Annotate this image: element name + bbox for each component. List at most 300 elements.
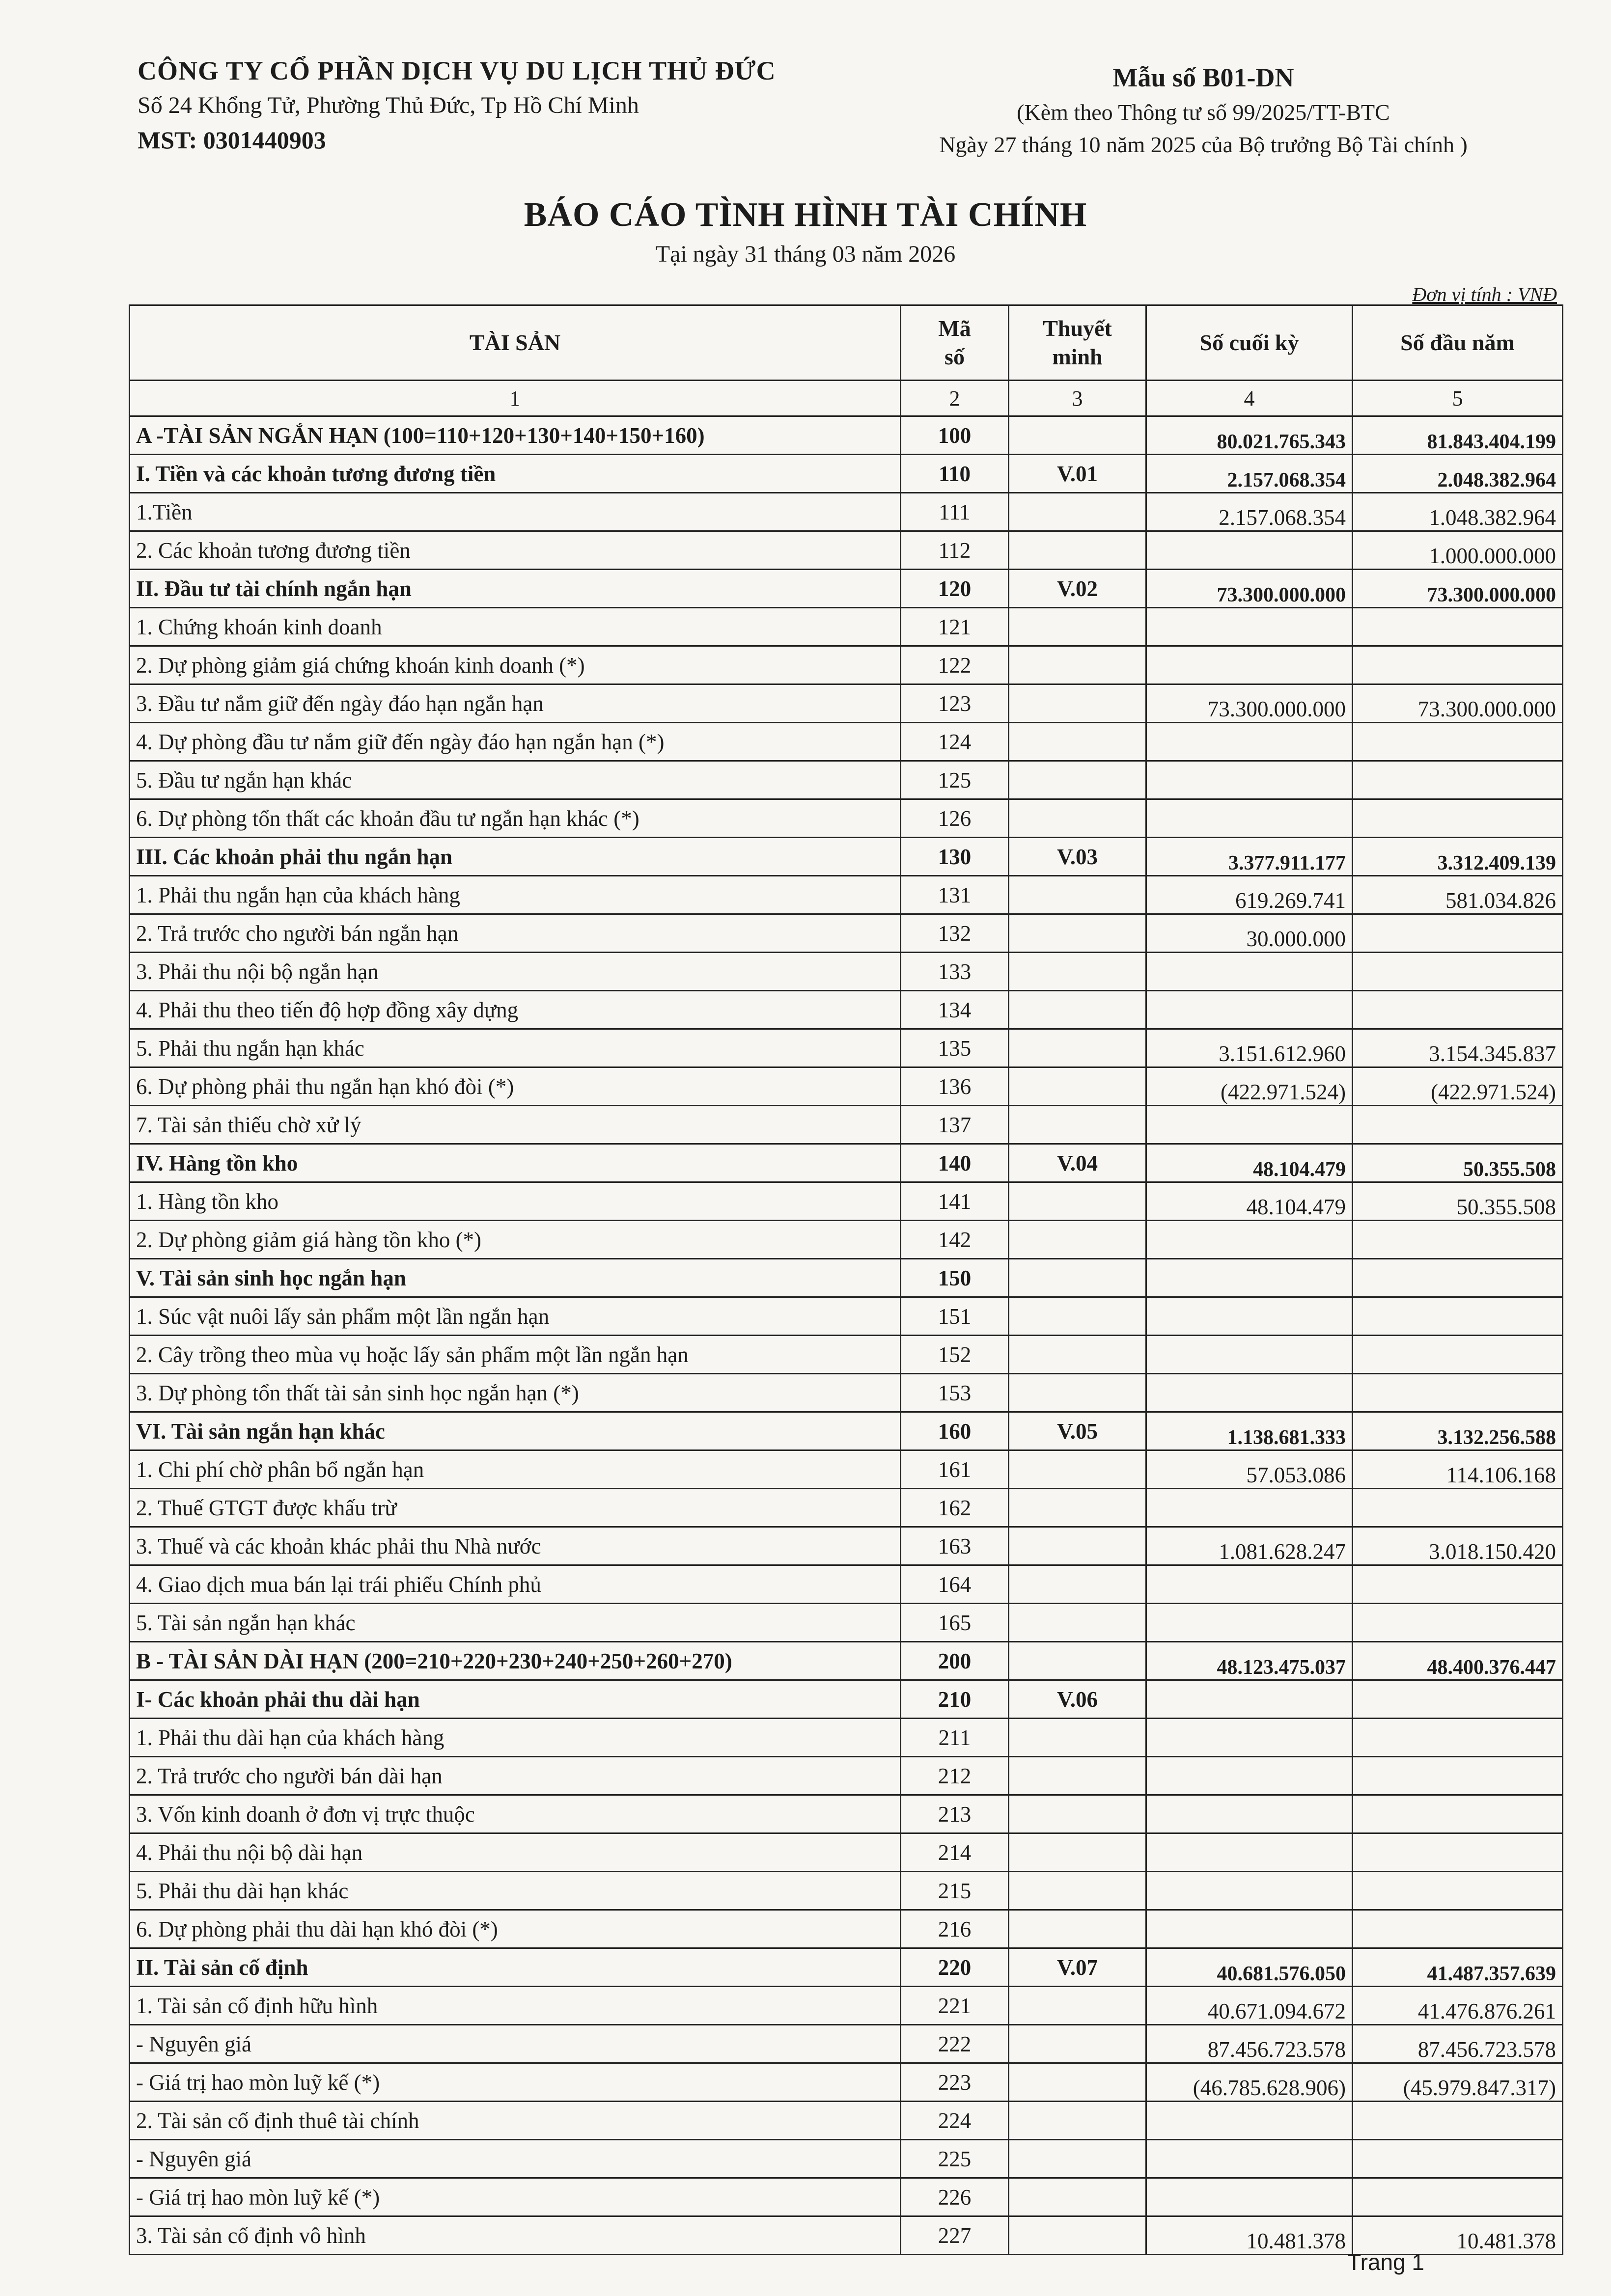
col-header-end-period: Số cuối kỳ [1146, 305, 1353, 381]
row-begin-year-value [1353, 2140, 1563, 2178]
row-begin-year-value [1353, 799, 1563, 838]
row-end-period-value [1146, 1719, 1353, 1757]
row-item-name: 3. Tài sản cố định vô hình [130, 2216, 901, 2255]
row-begin-year-value: 3.018.150.420 [1353, 1527, 1563, 1565]
row-begin-year-value [1353, 1680, 1563, 1719]
col-header-note-line1: Thuyết [1043, 316, 1112, 341]
row-end-period-value [1146, 1565, 1353, 1604]
row-item-code: 100 [901, 416, 1009, 455]
table-row [130, 1221, 1563, 1259]
row-end-period-value: 2.157.068.354 [1146, 455, 1353, 493]
col-number-5: 5 [1353, 381, 1563, 416]
row-item-code: 151 [901, 1297, 1009, 1336]
row-item-code: 153 [901, 1374, 1009, 1412]
row-begin-year-value: 81.843.404.199 [1353, 416, 1563, 455]
report-title: BÁO CÁO TÌNH HÌNH TÀI CHÍNH [524, 196, 1087, 234]
row-end-period-value: 48.104.479 [1146, 1182, 1353, 1221]
row-end-period-value: 1.081.628.247 [1146, 1527, 1353, 1565]
row-item-note: V.07 [1009, 1948, 1146, 1987]
row-item-name: 4. Giao dịch mua bán lại trái phiếu Chính phủ [130, 1565, 901, 1604]
col-header-code-line1: Mã [938, 316, 971, 341]
row-item-name: II. Đầu tư tài chính ngắn hạn [130, 570, 901, 608]
row-item-code: 224 [901, 2102, 1009, 2140]
row-item-code: 200 [901, 1642, 1009, 1680]
row-item-note [1009, 2063, 1146, 2102]
row-end-period-value [1146, 1336, 1353, 1374]
row-item-name: 3. Thuế và các khoản khác phải thu Nhà nước [130, 1527, 901, 1565]
row-begin-year-value: 3.154.345.837 [1353, 1029, 1563, 1067]
row-item-note [1009, 953, 1146, 991]
table-row [130, 953, 1563, 991]
form-code: Mẫu số B01-DN [1112, 63, 1294, 92]
table-row [130, 723, 1563, 761]
row-item-note [1009, 608, 1146, 646]
table-row [130, 799, 1563, 838]
row-item-code: 160 [901, 1412, 1009, 1450]
row-item-note: V.04 [1009, 1144, 1146, 1182]
row-begin-year-value [1353, 761, 1563, 799]
row-item-note [1009, 1642, 1146, 1680]
row-begin-year-value [1353, 608, 1563, 646]
row-item-code: 211 [901, 1719, 1009, 1757]
row-end-period-value [1146, 1604, 1353, 1642]
row-item-note [1009, 1757, 1146, 1795]
row-item-name: 1. Hàng tồn kho [130, 1182, 901, 1221]
row-end-period-value [1146, 2102, 1353, 2140]
row-item-name: I. Tiền và các khoản tương đương tiền [130, 455, 901, 493]
table-row [130, 1910, 1563, 1948]
tax-code: MST: 0301440903 [138, 126, 326, 154]
table-row [130, 493, 1563, 531]
row-item-name: 3. Phải thu nội bộ ngắn hạn [130, 953, 901, 991]
row-item-note [1009, 1067, 1146, 1106]
row-end-period-value [1146, 761, 1353, 799]
table-row [130, 1182, 1563, 1221]
row-item-code: 142 [901, 1221, 1009, 1259]
row-end-period-value [1146, 1680, 1353, 1719]
row-item-name: 1. Phải thu ngắn hạn của khách hàng [130, 876, 901, 914]
row-item-note [1009, 531, 1146, 570]
row-begin-year-value [1353, 1604, 1563, 1642]
row-end-period-value: (422.971.524) [1146, 1067, 1353, 1106]
row-item-name: 2. Thuế GTGT được khấu trừ [130, 1489, 901, 1527]
row-begin-year-value [1353, 914, 1563, 953]
table-row [130, 455, 1563, 493]
row-item-code: 132 [901, 914, 1009, 953]
row-item-note [1009, 914, 1146, 953]
row-item-name: - Nguyên giá [130, 2025, 901, 2063]
row-item-name: 2. Cây trồng theo mùa vụ hoặc lấy sản phẩm một lần ngắn hạn [130, 1336, 901, 1374]
col-number-1: 1 [130, 381, 901, 416]
row-end-period-value [1146, 991, 1353, 1029]
table-row [130, 1872, 1563, 1910]
row-item-note [1009, 761, 1146, 799]
row-end-period-value [1146, 1297, 1353, 1336]
row-begin-year-value: 41.476.876.261 [1353, 1987, 1563, 2025]
row-item-note [1009, 2216, 1146, 2255]
row-item-name: 5. Phải thu ngắn hạn khác [130, 1029, 901, 1067]
row-item-note [1009, 1029, 1146, 1067]
row-end-period-value [1146, 2178, 1353, 2216]
table-row [130, 991, 1563, 1029]
row-item-name: 4. Phải thu nội bộ dài hạn [130, 1833, 901, 1872]
table-row [130, 1527, 1563, 1565]
col-header-code-line2: số [944, 344, 965, 369]
row-item-code: 223 [901, 2063, 1009, 2102]
row-item-code: 164 [901, 1565, 1009, 1604]
row-item-note [1009, 2102, 1146, 2140]
row-item-name: 5. Đầu tư ngắn hạn khác [130, 761, 901, 799]
row-begin-year-value: (422.971.524) [1353, 1067, 1563, 1106]
table-row [130, 838, 1563, 876]
row-begin-year-value: 2.048.382.964 [1353, 455, 1563, 493]
table-row [130, 1604, 1563, 1642]
row-item-note [1009, 991, 1146, 1029]
row-item-name: 6. Dự phòng tổn thất các khoản đầu tư ngắn hạn khác (*) [130, 799, 901, 838]
row-item-name: V. Tài sản sinh học ngắn hạn [130, 1259, 901, 1297]
row-begin-year-value: 3.132.256.588 [1353, 1412, 1563, 1450]
table-row [130, 1374, 1563, 1412]
row-item-note [1009, 1221, 1146, 1259]
row-end-period-value: 87.456.723.578 [1146, 2025, 1353, 2063]
row-begin-year-value [1353, 991, 1563, 1029]
row-end-period-value: 30.000.000 [1146, 914, 1353, 953]
row-end-period-value: 40.681.576.050 [1146, 1948, 1353, 1987]
row-item-code: 125 [901, 761, 1009, 799]
row-item-code: 126 [901, 799, 1009, 838]
table-row [130, 914, 1563, 953]
row-item-name: 4. Phải thu theo tiến độ hợp đồng xây dựng [130, 991, 901, 1029]
row-item-code: 212 [901, 1757, 1009, 1795]
row-item-code: 161 [901, 1450, 1009, 1489]
row-item-name: 4. Dự phòng đầu tư nắm giữ đến ngày đáo hạn ngắn hạn (*) [130, 723, 901, 761]
row-item-code: 110 [901, 455, 1009, 493]
table-row [130, 2178, 1563, 2216]
row-item-code: 222 [901, 2025, 1009, 2063]
row-item-code: 112 [901, 531, 1009, 570]
row-end-period-value: 1.138.681.333 [1146, 1412, 1353, 1450]
report-date: Tại ngày 31 tháng 03 năm 2026 [655, 241, 956, 267]
row-item-note [1009, 1795, 1146, 1833]
row-item-note [1009, 723, 1146, 761]
row-begin-year-value: 50.355.508 [1353, 1182, 1563, 1221]
table-body [130, 416, 1563, 2255]
table-row [130, 1565, 1563, 1604]
row-end-period-value [1146, 723, 1353, 761]
row-item-name: 6. Dự phòng phải thu dài hạn khó đòi (*) [130, 1910, 901, 1948]
row-item-code: 216 [901, 1910, 1009, 1948]
row-item-name: III. Các khoản phải thu ngắn hạn [130, 838, 901, 876]
form-ref-line1: (Kèm theo Thông tư số 99/2025/TT-BTC [1017, 100, 1390, 125]
row-item-name: 3. Đầu tư nắm giữ đến ngày đáo hạn ngắn hạn [130, 684, 901, 723]
row-begin-year-value [1353, 2178, 1563, 2216]
table-row [130, 876, 1563, 914]
row-item-name: 2. Các khoản tương đương tiền [130, 531, 901, 570]
row-item-name: II. Tài sản cố định [130, 1948, 901, 1987]
row-item-note [1009, 1259, 1146, 1297]
company-block [138, 53, 874, 157]
row-item-note [1009, 1833, 1146, 1872]
row-end-period-value [1146, 1374, 1353, 1412]
table-row [130, 2063, 1563, 2102]
row-item-code: 214 [901, 1833, 1009, 1872]
row-item-note [1009, 646, 1146, 684]
row-item-name: I- Các khoản phải thu dài hạn [130, 1680, 901, 1719]
col-header-assets: TÀI SẢN [130, 305, 901, 381]
row-begin-year-value [1353, 1719, 1563, 1757]
row-end-period-value [1146, 2140, 1353, 2178]
table-row [130, 1987, 1563, 2025]
row-item-name: 2. Tài sản cố định thuê tài chính [130, 2102, 901, 2140]
table-row [130, 684, 1563, 723]
row-item-name: 1. Chi phí chờ phân bổ ngắn hạn [130, 1450, 901, 1489]
table-row [130, 1795, 1563, 1833]
row-begin-year-value: 41.487.357.639 [1353, 1948, 1563, 1987]
form-ref-line2: Ngày 27 tháng 10 năm 2025 của Bộ trưởng Bộ Tài chính ) [939, 132, 1468, 157]
row-item-note: V.06 [1009, 1680, 1146, 1719]
table-row [130, 1067, 1563, 1106]
row-item-code: 137 [901, 1106, 1009, 1144]
row-item-code: 121 [901, 608, 1009, 646]
row-item-code: 131 [901, 876, 1009, 914]
row-item-name: - Giá trị hao mòn luỹ kế (*) [130, 2178, 901, 2216]
row-item-note [1009, 1450, 1146, 1489]
company-name: CÔNG TY CỔ PHẦN DỊCH VỤ DU LỊCH THỦ ĐỨC [138, 56, 776, 85]
row-end-period-value [1146, 1872, 1353, 1910]
col-header-begin-year: Số đầu năm [1353, 305, 1563, 381]
table-row [130, 608, 1563, 646]
row-item-code: 213 [901, 1795, 1009, 1833]
col-header-note-line2: minh [1052, 344, 1103, 369]
row-item-name: IV. Hàng tồn kho [130, 1144, 901, 1182]
row-item-name: - Nguyên giá [130, 2140, 901, 2178]
row-item-name: - Giá trị hao mòn luỹ kế (*) [130, 2063, 901, 2102]
table-row [130, 1106, 1563, 1144]
row-end-period-value [1146, 1489, 1353, 1527]
row-end-period-value [1146, 1757, 1353, 1795]
row-begin-year-value [1353, 1336, 1563, 1374]
row-item-note: V.01 [1009, 455, 1146, 493]
row-begin-year-value [1353, 1374, 1563, 1412]
col-header-note [1009, 305, 1146, 381]
row-item-name: 1. Súc vật nuôi lấy sản phẩm một lần ngắn hạn [130, 1297, 901, 1336]
row-item-name: 3. Vốn kinh doanh ở đơn vị trực thuộc [130, 1795, 901, 1833]
row-begin-year-value [1353, 1489, 1563, 1527]
row-item-name: 7. Tài sản thiếu chờ xử lý [130, 1106, 901, 1144]
row-item-note [1009, 2178, 1146, 2216]
row-begin-year-value: 73.300.000.000 [1353, 570, 1563, 608]
table-row [130, 1450, 1563, 1489]
row-begin-year-value [1353, 646, 1563, 684]
row-item-name: 2. Dự phòng giảm giá hàng tồn kho (*) [130, 1221, 901, 1259]
row-end-period-value: (46.785.628.906) [1146, 2063, 1353, 2102]
row-begin-year-value: 87.456.723.578 [1353, 2025, 1563, 2063]
row-item-note [1009, 1719, 1146, 1757]
row-item-code: 124 [901, 723, 1009, 761]
row-begin-year-value: 10.481.378 [1353, 2216, 1563, 2255]
row-begin-year-value [1353, 723, 1563, 761]
row-end-period-value [1146, 1833, 1353, 1872]
row-item-note [1009, 1106, 1146, 1144]
row-end-period-value [1146, 646, 1353, 684]
form-reference-block [884, 59, 1523, 161]
row-item-note [1009, 1489, 1146, 1527]
row-item-note [1009, 1527, 1146, 1565]
row-begin-year-value: 1.000.000.000 [1353, 531, 1563, 570]
row-item-name: 1. Chứng khoán kinh doanh [130, 608, 901, 646]
row-end-period-value: 48.104.479 [1146, 1144, 1353, 1182]
row-begin-year-value [1353, 1565, 1563, 1604]
row-item-code: 162 [901, 1489, 1009, 1527]
row-begin-year-value [1353, 1872, 1563, 1910]
row-item-code: 210 [901, 1680, 1009, 1719]
row-begin-year-value [1353, 1757, 1563, 1795]
row-begin-year-value: (45.979.847.317) [1353, 2063, 1563, 2102]
row-begin-year-value [1353, 1106, 1563, 1144]
row-item-code: 163 [901, 1527, 1009, 1565]
row-end-period-value [1146, 1221, 1353, 1259]
row-item-code: 165 [901, 1604, 1009, 1642]
row-item-name: 6. Dự phòng phải thu ngắn hạn khó đòi (*) [130, 1067, 901, 1106]
table-row [130, 1833, 1563, 1872]
row-begin-year-value [1353, 1297, 1563, 1336]
row-item-name: 1.Tiền [130, 493, 901, 531]
row-item-name: 2. Dự phòng giảm giá chứng khoán kinh doanh (*) [130, 646, 901, 684]
table-row [130, 1948, 1563, 1987]
table-row [130, 761, 1563, 799]
row-item-code: 225 [901, 2140, 1009, 2178]
row-item-note [1009, 1182, 1146, 1221]
row-item-note [1009, 1565, 1146, 1604]
row-item-code: 141 [901, 1182, 1009, 1221]
row-item-code: 122 [901, 646, 1009, 684]
table-row [130, 1757, 1563, 1795]
row-item-code: 130 [901, 838, 1009, 876]
col-header-code [901, 305, 1009, 381]
row-item-code: 123 [901, 684, 1009, 723]
company-address: Số 24 Khổng Tử, Phường Thủ Đức, Tp Hồ Chí Minh [138, 92, 639, 118]
row-begin-year-value: 73.300.000.000 [1353, 684, 1563, 723]
row-end-period-value: 48.123.475.037 [1146, 1642, 1353, 1680]
row-item-note [1009, 1297, 1146, 1336]
row-item-note [1009, 2025, 1146, 2063]
row-end-period-value [1146, 531, 1353, 570]
table-row [130, 416, 1563, 455]
row-item-code: 136 [901, 1067, 1009, 1106]
row-end-period-value: 3.377.911.177 [1146, 838, 1353, 876]
row-item-name: VI. Tài sản ngắn hạn khác [130, 1412, 901, 1450]
row-item-note [1009, 493, 1146, 531]
col-number-4: 4 [1146, 381, 1353, 416]
row-item-name: 5. Tài sản ngắn hạn khác [130, 1604, 901, 1642]
table-row [130, 570, 1563, 608]
row-end-period-value: 619.269.741 [1146, 876, 1353, 914]
table-row [130, 1336, 1563, 1374]
table-row [130, 2102, 1563, 2140]
row-end-period-value [1146, 1795, 1353, 1833]
row-item-note [1009, 1987, 1146, 2025]
row-end-period-value [1146, 1259, 1353, 1297]
row-item-code: 140 [901, 1144, 1009, 1182]
row-item-code: 134 [901, 991, 1009, 1029]
row-item-note: V.02 [1009, 570, 1146, 608]
row-end-period-value [1146, 1106, 1353, 1144]
table-row [130, 1489, 1563, 1527]
table-row [130, 646, 1563, 684]
row-item-note [1009, 1374, 1146, 1412]
row-item-code: 215 [901, 1872, 1009, 1910]
row-begin-year-value [1353, 1259, 1563, 1297]
row-begin-year-value: 3.312.409.139 [1353, 838, 1563, 876]
table-row [130, 1719, 1563, 1757]
row-begin-year-value [1353, 2102, 1563, 2140]
table-row [130, 1297, 1563, 1336]
row-end-period-value [1146, 1910, 1353, 1948]
row-begin-year-value: 581.034.826 [1353, 876, 1563, 914]
row-end-period-value [1146, 799, 1353, 838]
row-item-code: 133 [901, 953, 1009, 991]
balance-sheet-table [129, 304, 1563, 2255]
table-row [130, 1144, 1563, 1182]
row-begin-year-value [1353, 1833, 1563, 1872]
column-number-row [130, 381, 1563, 416]
table-row [130, 2025, 1563, 2063]
row-item-note [1009, 799, 1146, 838]
row-end-period-value: 3.151.612.960 [1146, 1029, 1353, 1067]
row-item-note [1009, 684, 1146, 723]
row-begin-year-value [1353, 1795, 1563, 1833]
row-item-name: 2. Trả trước cho người bán dài hạn [130, 1757, 901, 1795]
row-end-period-value: 73.300.000.000 [1146, 570, 1353, 608]
row-begin-year-value: 48.400.376.447 [1353, 1642, 1563, 1680]
row-item-code: 150 [901, 1259, 1009, 1297]
row-begin-year-value: 1.048.382.964 [1353, 493, 1563, 531]
row-item-code: 152 [901, 1336, 1009, 1374]
row-item-name: B - TÀI SẢN DÀI HẠN (200=210+220+230+240+250+260+270) [130, 1642, 901, 1680]
col-number-3: 3 [1009, 381, 1146, 416]
row-item-name: 5. Phải thu dài hạn khác [130, 1872, 901, 1910]
col-number-2: 2 [901, 381, 1009, 416]
row-item-code: 135 [901, 1029, 1009, 1067]
row-item-note [1009, 1910, 1146, 1948]
row-item-note [1009, 1604, 1146, 1642]
table-row [130, 1642, 1563, 1680]
page-number: Trang 1 [1347, 2249, 1424, 2275]
row-end-period-value [1146, 608, 1353, 646]
row-item-note [1009, 416, 1146, 455]
table-row [130, 1259, 1563, 1297]
row-end-period-value: 57.053.086 [1146, 1450, 1353, 1489]
row-begin-year-value [1353, 1221, 1563, 1259]
row-end-period-value [1146, 953, 1353, 991]
table-row [130, 1412, 1563, 1450]
row-item-name: 3. Dự phòng tổn thất tài sản sinh học ngắn hạn (*) [130, 1374, 901, 1412]
row-begin-year-value [1353, 1910, 1563, 1948]
row-item-note: V.03 [1009, 838, 1146, 876]
currency-unit: Đơn vị tính : VNĐ [1412, 283, 1557, 305]
table-row [130, 1029, 1563, 1067]
row-item-note [1009, 876, 1146, 914]
row-end-period-value: 80.021.765.343 [1146, 416, 1353, 455]
row-item-code: 111 [901, 493, 1009, 531]
row-item-note [1009, 1872, 1146, 1910]
row-item-name: 2. Trả trước cho người bán ngắn hạn [130, 914, 901, 953]
row-end-period-value: 10.481.378 [1146, 2216, 1353, 2255]
row-item-code: 120 [901, 570, 1009, 608]
row-begin-year-value: 50.355.508 [1353, 1144, 1563, 1182]
row-item-code: 220 [901, 1948, 1009, 1987]
row-item-note [1009, 2140, 1146, 2178]
